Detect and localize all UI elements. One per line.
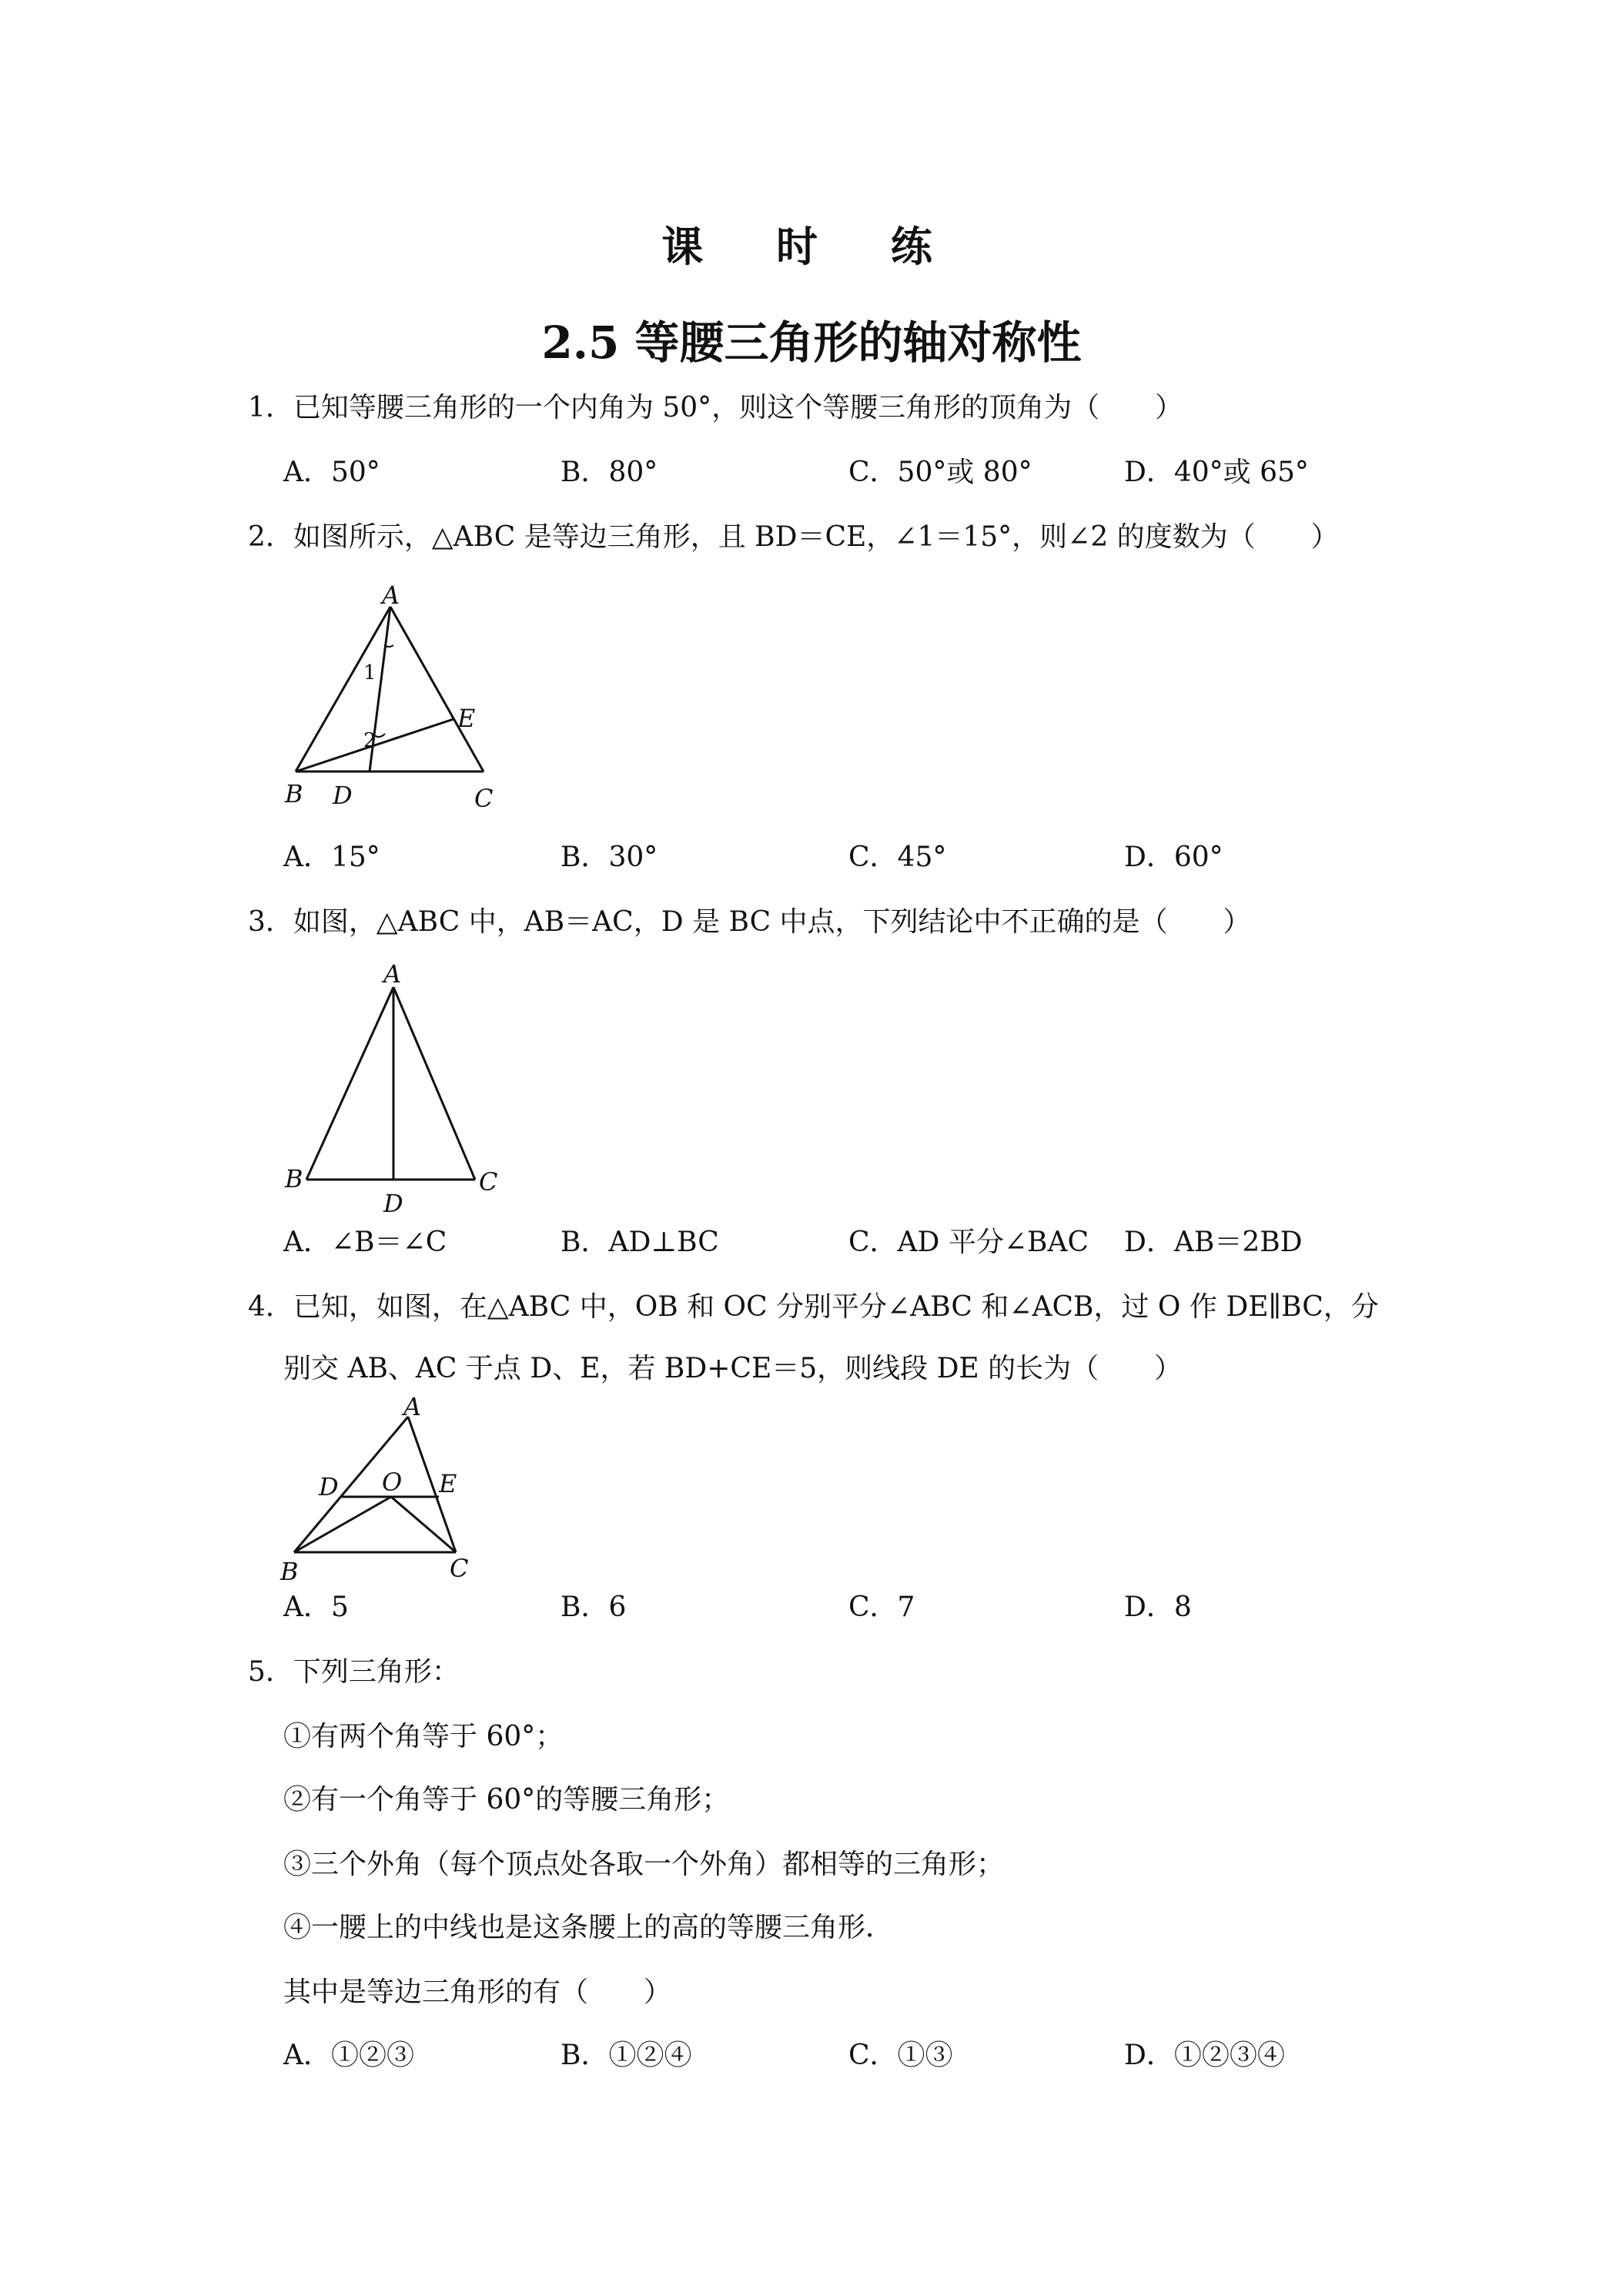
question-5-item-3: ③三个外角（每个顶点处各取一个外角）都相等的三角形； bbox=[283, 1849, 1005, 1880]
q4-label-c: C bbox=[450, 1554, 469, 1583]
question-5-option-c: C．①③ bbox=[848, 2040, 953, 2071]
question-3-stem: 3．如图，△ABC 中，AB＝AC，D 是 BC 中点，下列结论中不正确的是（ ） bbox=[248, 906, 1251, 938]
q2-label-d: D bbox=[333, 781, 353, 810]
question-1-stem: 1．已知等腰三角形的一个内角为 50°，则这个等腰三角形的顶角为（ ） bbox=[248, 392, 1183, 423]
question-3-option-a: A．∠B＝∠C bbox=[283, 1227, 447, 1258]
q4-label-b: B bbox=[280, 1557, 299, 1586]
q3-label-d: D bbox=[383, 1189, 403, 1217]
q3-label-a: A bbox=[383, 959, 402, 989]
question-4-stem-line-1: 4．已知，如图，在△ABC 中，OB 和 OC 分别平分∠ABC 和∠ACB，过 O 作 DE∥BC，分 bbox=[248, 1291, 1379, 1323]
page-title: 课 时 练 bbox=[661, 222, 962, 271]
q2-side-ac bbox=[390, 607, 484, 771]
lesson-subtitle: 2.5 等腰三角形的轴对称性 bbox=[541, 316, 1082, 369]
question-4-figure bbox=[277, 1394, 508, 1586]
question-4-option-b: B．6 bbox=[561, 1591, 627, 1623]
q2-label-angle-2: 2 bbox=[363, 729, 376, 752]
question-5-stem: 5．下列三角形： bbox=[248, 1656, 460, 1688]
q2-label-angle-1: 1 bbox=[363, 661, 376, 684]
question-2-option-d: D．60° bbox=[1124, 842, 1223, 873]
question-1-option-d: D．40°或 65° bbox=[1124, 457, 1309, 488]
q3-label-c: C bbox=[479, 1167, 498, 1197]
q2-angle-1-arc bbox=[384, 645, 393, 647]
question-5-item-4: ④一腰上的中线也是这条腰上的高的等腰三角形． bbox=[283, 1912, 894, 1943]
question-4-option-a: A．5 bbox=[283, 1591, 349, 1623]
question-5-option-d: D．①②③④ bbox=[1124, 2040, 1285, 2071]
question-1-option-b: B．80° bbox=[561, 457, 658, 488]
question-2-stem: 2．如图所示，△ABC 是等边三角形，且 BD＝CE，∠1＝15°，则∠2 的度数为（ ） bbox=[248, 521, 1339, 553]
question-3-option-d: D．AB＝2BD bbox=[1124, 1227, 1303, 1258]
q2-side-ab bbox=[296, 607, 390, 771]
question-2-option-b: B．30° bbox=[561, 842, 658, 873]
q4-segment-bo bbox=[294, 1497, 391, 1552]
question-3-figure bbox=[277, 955, 508, 1217]
question-5-item-1: ①有两个角等于 60°； bbox=[283, 1721, 564, 1752]
question-1-option-c: C．50°或 80° bbox=[848, 457, 1032, 488]
question-5-option-b: B．①②④ bbox=[561, 2040, 692, 2071]
q4-label-a: A bbox=[403, 1394, 422, 1421]
q2-label-c: C bbox=[474, 784, 494, 813]
question-5-item-2: ②有一个角等于 60°的等腰三角形； bbox=[283, 1784, 730, 1816]
question-4-option-c: C．7 bbox=[848, 1591, 915, 1623]
q4-label-d: D bbox=[319, 1472, 339, 1501]
question-2-option-a: A．15° bbox=[283, 842, 380, 873]
question-4-stem-line-2: 别交 AB、AC 于点 D、E，若 BD+CE＝5，则线段 DE 的长为（ ） bbox=[283, 1353, 1183, 1384]
question-3-option-b: B．AD⊥BC bbox=[561, 1227, 719, 1258]
question-2-figure bbox=[277, 577, 508, 816]
q3-side-ab bbox=[306, 987, 393, 1180]
question-2-option-c: C．45° bbox=[848, 842, 947, 873]
q4-label-o: O bbox=[382, 1468, 403, 1497]
q2-label-b: B bbox=[285, 779, 303, 808]
question-4-option-d: D．8 bbox=[1124, 1591, 1192, 1623]
q2-label-e: E bbox=[457, 704, 476, 733]
question-5-prompt: 其中是等边三角形的有（ ） bbox=[283, 1976, 672, 2008]
question-5-option-a: A．①②③ bbox=[283, 2040, 414, 2071]
q4-label-e: E bbox=[439, 1469, 457, 1498]
q3-label-b: B bbox=[285, 1164, 303, 1193]
question-3-option-c: C．AD 平分∠BAC bbox=[848, 1227, 1089, 1258]
q3-side-ac bbox=[393, 987, 475, 1180]
q2-label-a: A bbox=[382, 581, 400, 610]
question-1-option-a: A．50° bbox=[283, 457, 380, 488]
